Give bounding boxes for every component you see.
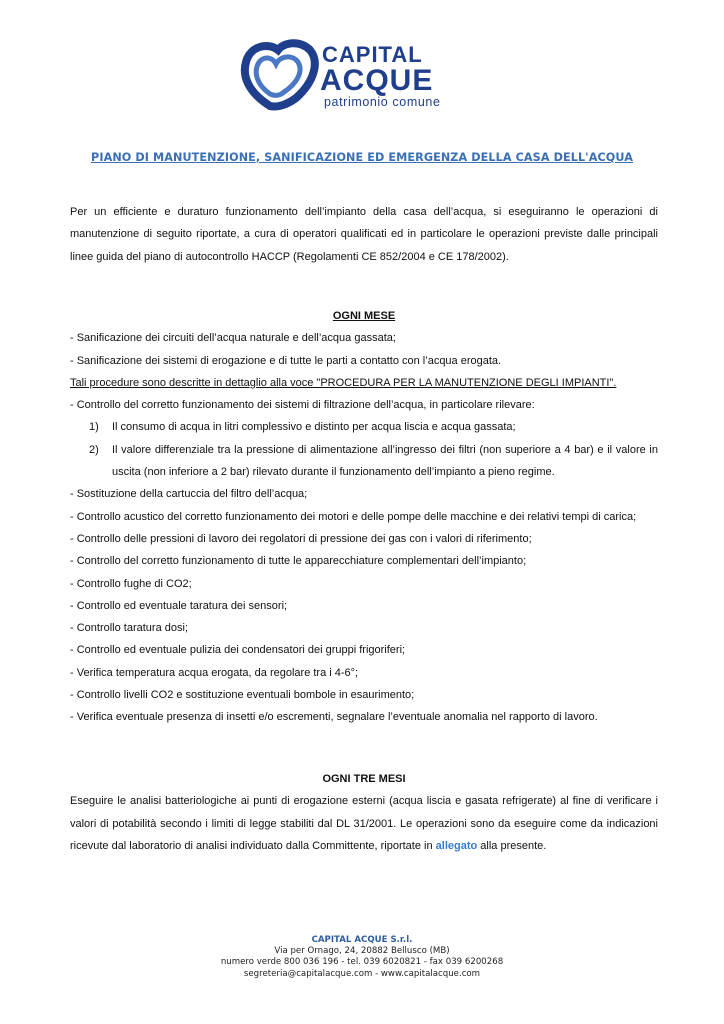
monthly-heading: OGNI MESE	[332, 310, 396, 322]
logo-heart-icon	[240, 36, 485, 112]
quarterly-section	[70, 768, 658, 857]
item-number: 2)	[89, 443, 99, 456]
list-item: - Controllo fughe di CO2;	[70, 577, 192, 590]
numbered-item	[70, 416, 658, 438]
attachment-link[interactable]: allegato	[435, 839, 478, 852]
item-text: Il consumo di acqua in litri complessivo e distinto per acqua liscia e acqua gassata;	[112, 421, 516, 434]
logo-line2: ACQUE	[320, 64, 434, 97]
quarterly-text-end: alla presente.	[477, 839, 547, 852]
list-item: - Controllo acustico del corretto funzionamento dei motori e delle pompe delle macchine e dei relativi tempi di carica;	[70, 510, 637, 523]
list-item: - Sanificazione dei circuiti dell’acqua naturale e dell’acqua gassata;	[70, 332, 396, 345]
item-number: 1)	[89, 421, 99, 434]
list-item: - Controllo livelli CO2 e sostituzione eventuali bombole in esaurimento;	[70, 689, 415, 702]
footer-contacts: segreteria@capitalacque.com - www.capitalacque.com	[243, 968, 481, 979]
logo-line1: CAPITAL	[322, 42, 423, 67]
list-item: - Sanificazione dei sistemi di erogazione e di tutte le parti a contatto con l’acqua erogata.	[70, 354, 502, 367]
logo-tagline: patrimonio comune	[324, 95, 441, 109]
list-item: - Controllo delle pressioni di lavoro dei regolatori di pressione dei gas con i valori di riferimento;	[70, 532, 532, 545]
company-logo	[240, 36, 485, 112]
list-item: - Controllo ed eventuale taratura dei sensori;	[70, 599, 288, 612]
monthly-section	[70, 305, 658, 729]
list-item: - Sostituzione della cartuccia del filtro dell’acqua;	[70, 488, 308, 501]
procedure-note: Tali procedure sono descritte in dettaglio alla voce "PROCEDURA PER LA MANUTENZIONE DEGLI IMPIANTI".	[70, 376, 617, 389]
quarterly-text: Eseguire le analisi batteriologiche ai punti di erogazione esterni (acqua liscia e gasata refrigerate) al fine di verificare i valori di potabilità secondo i limiti di legge stabiliti dal DL 31/2001. Le operazioni sono da eseguire come da indicazioni ricevute dal laboratorio di analisi individuato dalla Committente, riportate in	[70, 795, 658, 852]
item-text: Il valore differenziale tra la pressione di alimentazione all’ingresso dei filtri (non superiore a 4 bar) e il valore in uscita (non inferiore a 2 bar) rilevato durante il funzionamento dell’impianto a pieno regime.	[112, 443, 658, 479]
page-footer	[0, 935, 724, 980]
quarterly-heading: OGNI TRE MESI	[322, 773, 406, 785]
footer-company: CAPITAL ACQUE S.r.l.	[311, 935, 413, 945]
list-item: - Controllo del corretto funzionamento di tutte le apparecchiature complementari dell’impianto;	[70, 555, 527, 568]
list-item: - Controllo taratura dosi;	[70, 622, 188, 635]
list-item: - Controllo ed eventuale pulizia dei condensatori dei gruppi frigoriferi;	[70, 644, 406, 657]
list-item: - Verifica eventuale presenza di insetti e/o escrementi, segnalare l’eventuale anomalia nel rapporto di lavoro.	[70, 711, 598, 724]
footer-phones: numero verde 800 036 196 - tel. 039 6020821 - fax 039 6200268	[220, 957, 504, 968]
list-item: - Verifica temperatura acqua erogata, da regolare tra i 4-6°;	[70, 666, 359, 679]
intro-paragraph: Per un efficiente e duraturo funzionamento dell’impianto della casa dell’acqua, si eseguiranno le operazioni di manutenzione di seguito riportate, a cura di operatori qualificati ed in particolare le operazioni previste dalle principali linee guida del piano di autocontrollo HACCP (Regolamenti CE 852/2004 e CE 178/2002).	[70, 206, 658, 263]
filtration-intro: - Controllo del corretto funzionamento dei sistemi di filtrazione dell’acqua, in particolare rilevare:	[70, 399, 535, 412]
quarterly-paragraph	[70, 790, 658, 857]
footer-address: Via per Ornago, 24, 20882 Bellusco (MB)	[274, 946, 450, 957]
document-title: PIANO DI MANUTENZIONE, SANIFICAZIONE ED EMERGENZA DELLA CASA DELL'ACQUA	[91, 151, 633, 164]
numbered-item	[70, 439, 658, 484]
